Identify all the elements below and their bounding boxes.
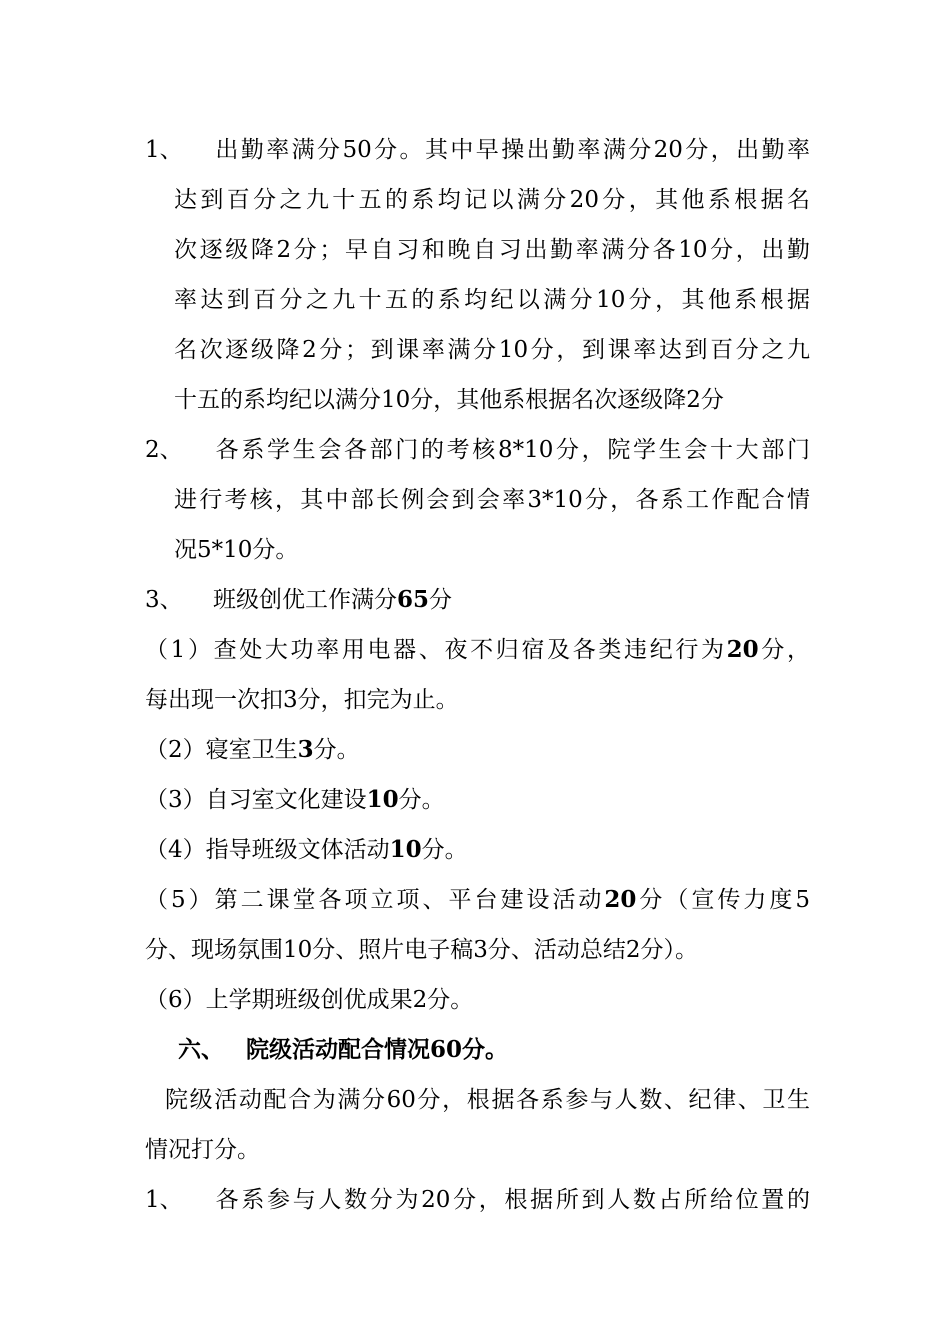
score-value: 10 — [366, 786, 399, 813]
item-text: 分（宣传力度5 — [636, 887, 810, 913]
heading-number: 六、 — [178, 1036, 224, 1063]
paragraph-line: 院级活动配合为满分60分，根据各系参与人数、纪律、卫生 — [165, 1087, 810, 1113]
paragraph-line: 次逐级降2分；早自习和晚自习出勤率满分各10分，出勤 — [174, 237, 810, 263]
item-text: 分。 — [313, 737, 360, 763]
section-heading — [178, 1033, 810, 1067]
item-text: 班级创优工作满分 — [213, 587, 397, 613]
item-number: 2、 — [145, 437, 183, 463]
paragraph-line: 况5*10分。 — [174, 537, 299, 563]
score-value: 20 — [726, 636, 759, 663]
score-value: 10 — [389, 836, 422, 863]
item-3-line — [145, 583, 810, 617]
item-1-line — [145, 1183, 810, 1217]
item-number: 1、 — [145, 137, 183, 163]
score-value: 65 — [397, 586, 430, 613]
sub-item-5-line — [145, 883, 810, 917]
paragraph-line: 进行考核，其中部长例会到会率3*10分，各系工作配合情 — [174, 487, 810, 513]
sub-item-3-line — [145, 783, 810, 817]
score-value: 3 — [297, 736, 314, 763]
item-text: 分， — [758, 637, 810, 663]
paragraph-line: 率达到百分之九十五的系均纪以满分10分，其他系根据 — [174, 287, 810, 313]
paragraph-line: 十五的系均纪以满分10分，其他系根据名次逐级降2分 — [174, 387, 724, 413]
paragraph-line: 名次逐级降2分；到课率满分10分，到课率达到百分之九 — [174, 337, 810, 363]
item-text: （2）寝室卫生 — [145, 737, 298, 763]
item-text: 出勤率满分50分。其中早操出勤率满分20分，出勤率 — [213, 137, 810, 163]
item-text: 各系学生会各部门的考核8*10分，院学生会十大部门 — [213, 437, 810, 463]
item-number: 3、 — [145, 587, 183, 613]
item-2-line — [145, 433, 810, 467]
item-text: （5）第二课堂各项立项、平台建设活动 — [145, 887, 605, 913]
item-text: （1）查处大功率用电器、夜不归宿及各类违纪行为 — [145, 637, 727, 663]
item-text: 分 — [429, 587, 453, 613]
sub-item-4-line — [145, 833, 810, 867]
score-value: 20 — [604, 886, 637, 913]
item-text: 分。 — [398, 787, 445, 813]
sub-item-2-line — [145, 733, 810, 767]
item-text: （4）指导班级文体活动 — [145, 837, 390, 863]
item-text: （3）自习室文化建设 — [145, 787, 367, 813]
sub-item-6-line: （6）上学期班级创优成果2分。 — [145, 987, 474, 1013]
paragraph-line: 达到百分之九十五的系均记以满分20分，其他系根据名 — [174, 187, 810, 213]
item-text: 各系参与人数分为20分，根据所到人数占所给位置的 — [213, 1187, 810, 1213]
item-1-line — [145, 133, 810, 167]
item-number: 1、 — [145, 1187, 183, 1213]
sub-item-1-line — [145, 633, 810, 667]
heading-text: 院级活动配合情况60分。 — [246, 1036, 509, 1063]
paragraph-line: 每出现一次扣3分，扣完为止。 — [145, 687, 459, 713]
item-text: 分。 — [421, 837, 468, 863]
paragraph-line: 分、现场氛围10分、照片电子稿3分、活动总结2分）。 — [145, 937, 699, 963]
paragraph-line: 情况打分。 — [145, 1137, 260, 1163]
